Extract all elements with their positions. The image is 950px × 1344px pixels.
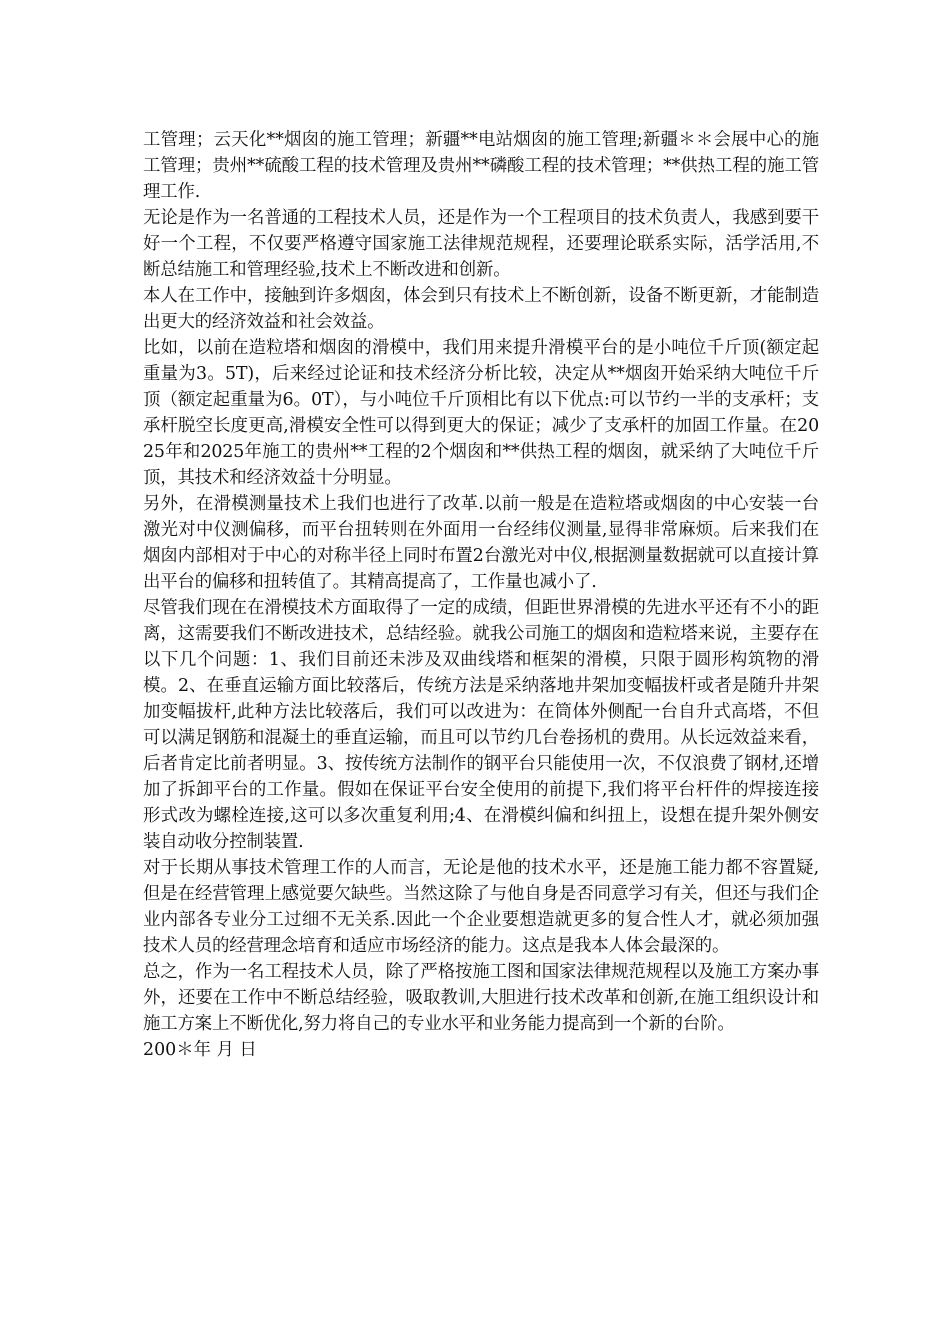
paragraph-innovation: 本人在工作中，接触到许多烟囱，体会到只有技术上不断创新，设备不断更新，才能制造出更大的经济效益和社会效益。 <box>143 286 819 332</box>
paragraph-problems: 尽管我们现在在滑模技术方面取得了一定的成绩，但距世界滑模的先进水平还有不小的距离，这需要我们不断改进技术，总结经验。就我公司施工的烟囱和造粒塔来说，主要存在以下几个问题：1、我们目前还未涉及双曲线塔和框架的滑模，只限于圆形构筑物的滑模。2、在垂直运输方面比较落后，传统方法是采纳落地井架加变幅拔杆或者是随升井架加变幅拔杆,此种方法比较落后，我们可以改进为：在筒体外侧配一台自升式高塔，不但可以满足钢筋和混凝土的垂直运输，而且可以节约几台卷扬机的费用。从长远效益来看，后者肯定比前者明显。3、按传统方法制作的钢平台只能使用一次，不仅浪费了钢材,还增加了拆卸平台的工作量。假如在保证平台安全使用的前提下,我们将平台杆件的焊接连接形式改为螺栓连接,这可以多次重复利用;4、在滑模纠偏和纠扭上，设想在提升架外侧安装自动收分控制装置. <box>143 598 819 852</box>
paragraph-work-list: 工管理；云天化**烟囱的施工管理；新疆**电站烟囱的施工管理;新疆＊＊会展中心的施工管理；贵州**硫酸工程的技术管理及贵州**磷酸工程的技术管理；**供热工程的施工管理工作. <box>143 130 819 202</box>
paragraph-conclusion: 总之，作为一名工程技术人员，除了严格按施工图和国家法律规范规程以及施工方案办事外，还要在工作中不断总结经验，吸取教训,大胆进行技术改革和创新,在施工组织设计和施工方案上不断优化,努力将自己的专业水平和业务能力提高到一个新的台阶。 <box>143 962 819 1034</box>
paragraph-measurement: 另外，在滑模测量技术上我们也进行了改革.以前一般是在造粒塔或烟囱的中心安装一台激光对中仪测偏移，而平台扭转则在外面用一台经纬仪测量,显得非常麻烦。后来我们在烟囱内部相对于中心的对称半径上同时布置2台激光对中仪,根据测量数据就可以直接计算出平台的偏移和扭转值了。其精高提高了，工作量也减小了. <box>143 494 819 592</box>
paragraph-management: 对于长期从事技术管理工作的人而言，无论是他的技术水平，还是施工能力都不容置疑,但是在经营管理上感觉要欠缺些。当然这除了与他自身是否同意学习有关，但还与我们企业内部各专业分工过细不无关系.因此一个企业要想造就更多的复合性人才，就必须加强技术人员的经营理念培育和适应市场经济的能力。这点是我本人体会最深的。 <box>143 858 819 956</box>
paragraph-jack-example: 比如，以前在造粒塔和烟囱的滑模中，我们用来提升滑模平台的是小吨位千斤顶(额定起重量为3。5T)，后来经过论证和技术经济分析比较，决定从**烟囱开始采纳大吨位千斤顶（额定起重量为6。0T），与小吨位千斤顶相比有以下优点:可以节约一半的支承杆；支承杆脱空长度更高,滑模安全性可以得到更大的保证；减少了支承杆的加固工作量。在2025年和2025年施工的贵州**工程的2个烟囱和**供热工程的烟囱，就采纳了大吨位千斤顶，其技术和经济效益十分明显。 <box>143 338 819 488</box>
date-line: 200＊年 月 日 <box>143 1040 257 1060</box>
paragraph-engineer-role: 无论是作为一名普通的工程技术人员，还是作为一个工程项目的技术负责人，我感到要干好一个工程，不仅要严格遵守国家施工法律规范规程，还要理论联系实际，活学活用,不断总结施工和管理经验,技术上不断改进和创新。 <box>143 208 819 280</box>
document-body <box>143 127 819 1063</box>
